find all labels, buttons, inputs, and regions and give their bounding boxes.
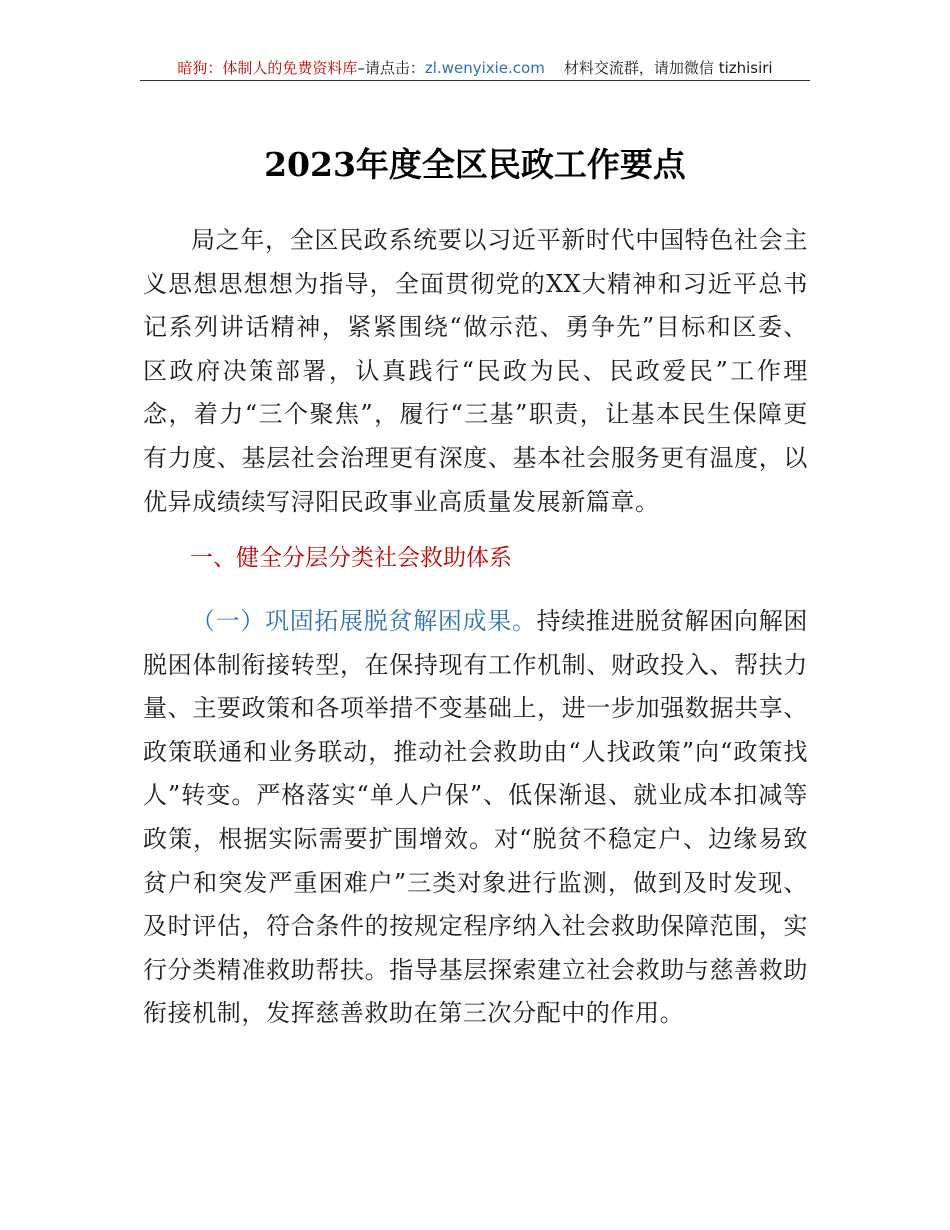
header-url-link[interactable]: zl.wenyixie.com [424,59,545,77]
header-contact: 材料交流群，请加微信 tizhisiri [563,59,773,77]
subsection-body-1: 持续推进脱贫解困向解困脱困体制衔接转型，在保持现有工作机制、财政投入、帮扶力量、主要政策和各项举措不变基础上，进一步加强数据共享、政策联通和业务联动，推动社会救助由“人找政策”向“政策找人”转变。严格落实“单人户保”、低保渐退、就业成本扣减等政策，根据实际需要扩围增效。对“脱贫不稳定户、边缘易致贫户和突发严重困难户”三类对象进行监测，做到及时发现、及时评估，符合条件的按规定程序纳入社会救助保障范围，实行分类精准救助帮扶。指导基层探索建立社会救助与慈善救助衔接机制，发挥慈善救助在第三次分配中的作用。 [143,607,808,1028]
page-header-banner [140,57,810,79]
document-title: 2023年度全区民政工作要点 [264,145,686,184]
header-divider [140,80,810,81]
body-paragraph-1 [143,600,808,1036]
subsection-heading-1: （一）巩固拓展脱贫解困成果。 [191,607,537,635]
header-click-prompt: –请点击： [357,59,425,77]
section-heading-1: 一、健全分层分类社会救助体系 [190,545,512,571]
intro-paragraph: 局之年，全区民政系统要以习近平新时代中国特色社会主义思想思想想为指导，全面贯彻党的XX大精神和习近平总书记系列讲话精神，紧紧围绕“做示范、勇争先”目标和区委、区政府决策部署，认真践行“民政为民、民政爱民”工作理念，着力“三个聚焦”，履行“三基”职责，让基本民生保障更有力度、基层社会治理更有深度、基本社会服务更有温度，以优异成绩续写浔阳民政事业高质量发展新篇章。 [143,226,808,516]
header-brand: 暗狗：体制人的免费资料库 [177,59,358,77]
